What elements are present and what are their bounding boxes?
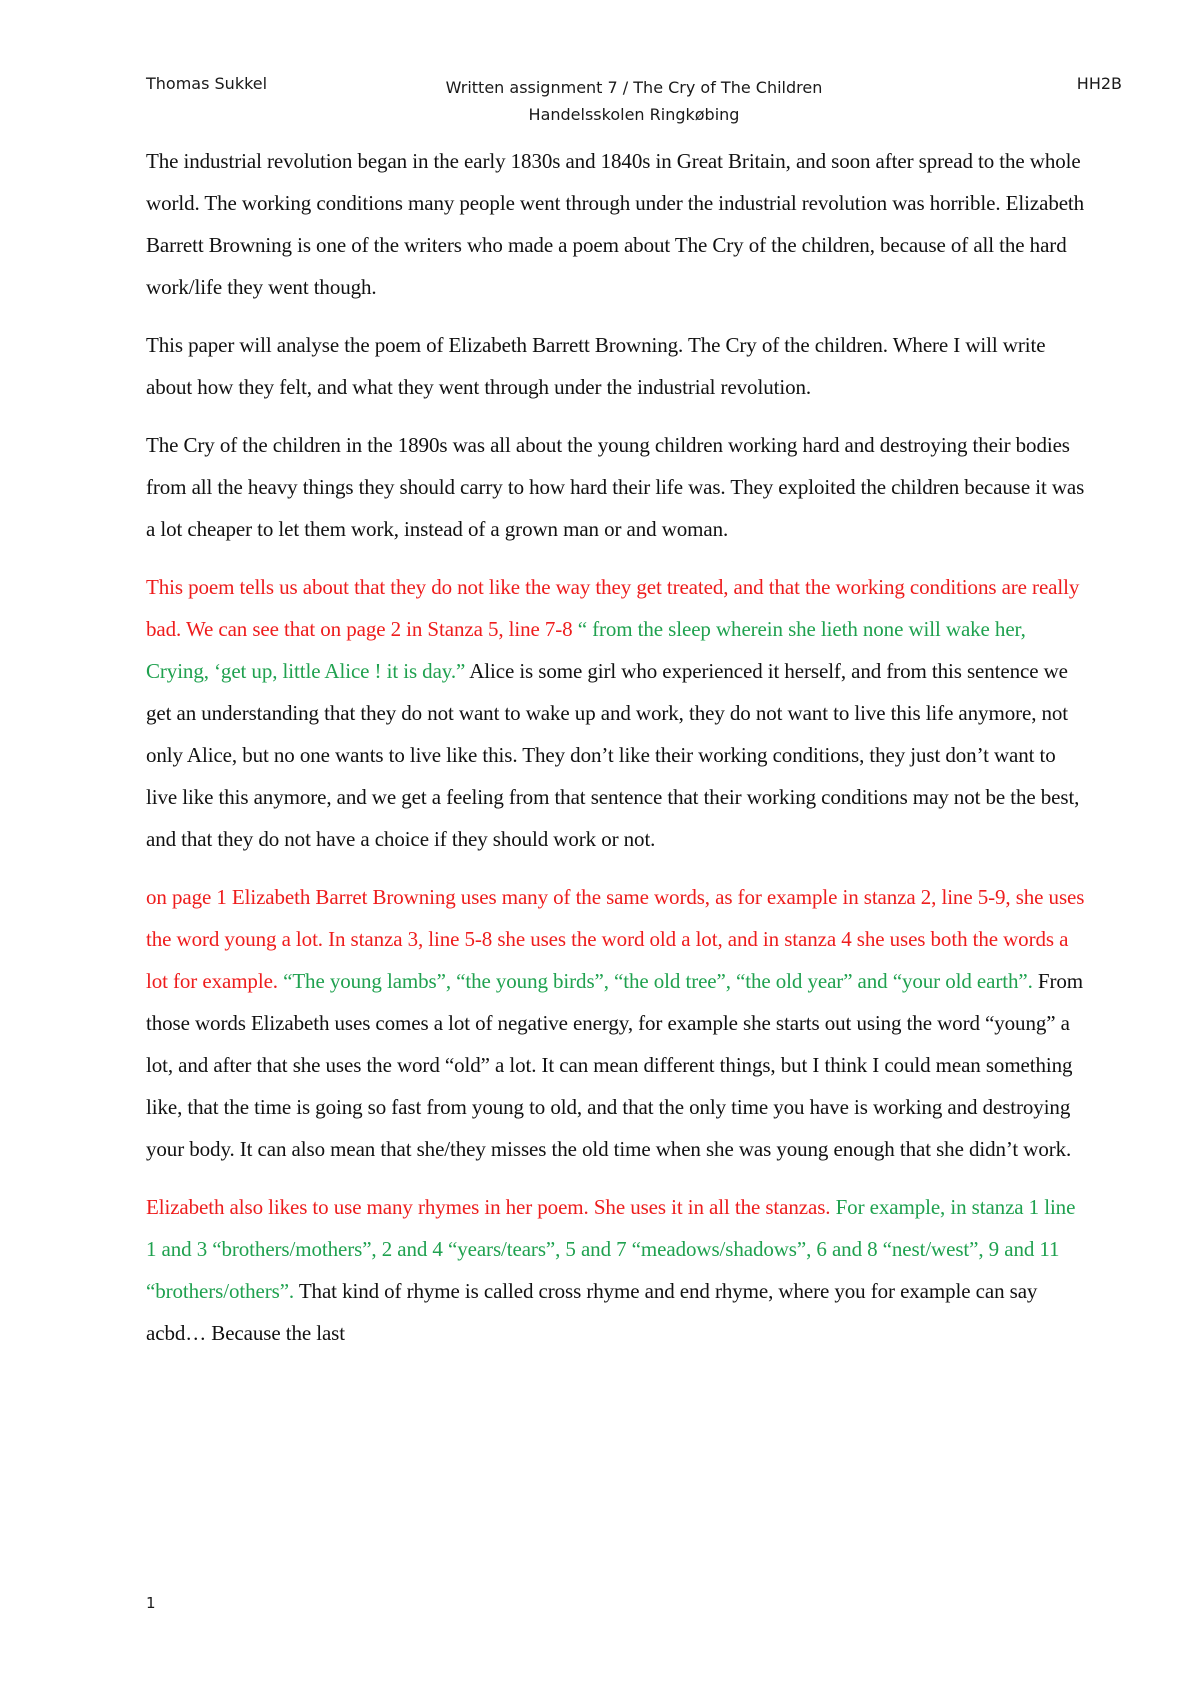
text-run: From those words Elizabeth uses comes a lot of negative energy, for example she starts out using the word “young” a lot, and after that she uses the word “old” a lot. It can mean different things, but I think I could mean something like, that the time is going so fast from young to old, and that the only time you have is working and destroying your body. It can also mean that she/they misses the old time when she was young enough that she didn’t work. — [146, 969, 1083, 1161]
text-run-red: Elizabeth also likes to use many rhymes in her poem. She uses it in all the stanzas. — [146, 1195, 831, 1219]
document-body — [146, 140, 1086, 1370]
paragraph-6 — [146, 1186, 1086, 1354]
text-run-red: on page 1 Elizabeth Barret Browning uses many of the same words, as for example in stanza 2, line 5-9, she uses the word young a lot. In stanza 3, line 5-8 she uses the word old a lot, and in stanza 4 she uses both the words a lot for example. — [146, 885, 1085, 993]
paragraph-2 — [146, 324, 1086, 408]
text-run-red: This poem tells us about that they do not like the way they get treated, and that the working conditions are really bad. We can see that on page 2 in Stanza 5, line 7-8 — [146, 575, 1080, 641]
text-run: That kind of rhyme is called cross rhyme and end rhyme, where you for example can say acbd… Because the last — [146, 1279, 1038, 1345]
header-course: HH2B — [1076, 74, 1122, 93]
text-run: Alice is some girl who experienced it herself, and from this sentence we get an understanding that they do not want to wake up and work, they do not want to live this life anymore, not only Alice, but no one wants to live like this. They don’t like their working conditions, they just don’t want to live like this anymore, and we get a feeling from that sentence that their working conditions may not be the best, and that they do not have a choice if they should work or not. — [146, 659, 1080, 851]
header-author: Thomas Sukkel — [146, 74, 268, 93]
paragraph-3 — [146, 424, 1086, 550]
text-run: The industrial revolution began in the early 1830s and 1840s in Great Britain, and soon after spread to the whole world. The working conditions many people went through under the industrial revolution was horrible. Elizabeth Barrett Browning is one of the writers who made a poem about The Cry of the children, because of all the hard work/life they went though. — [146, 149, 1085, 299]
paragraph-1 — [146, 140, 1086, 308]
header-title: Written assignment 7 / The Cry of The Children — [445, 78, 823, 97]
header-school: Handelsskolen Ringkøbing — [528, 105, 740, 124]
header-title-block — [146, 74, 1122, 128]
paragraph-5 — [146, 876, 1086, 1170]
text-run: This paper will analyse the poem of Elizabeth Barrett Browning. The Cry of the children. Where I will write about how they felt, and what they went through under the industrial revolution. — [146, 333, 1046, 399]
paragraph-4 — [146, 566, 1086, 860]
page-number: 1 — [146, 1594, 156, 1612]
text-run-green-quote: “The young lambs”, “the young birds”, “the old tree”, “the old year” and “your old earth”. — [283, 969, 1033, 993]
text-run-green-quote: For example, in stanza 1 line 1 and 3 “brothers/mothers”, 2 and 4 “years/tears”, 5 and 7 “meadows/shadows”, 6 and 8 “nest/west”, 9 and 11 “brothers/others”. — [146, 1195, 1076, 1303]
text-run: The Cry of the children in the 1890s was all about the young children working hard and destroying their bodies from all the heavy things they should carry to how hard their life was. They exploited the children because it was a lot cheaper to let them work, instead of a grown man or and woman. — [146, 433, 1085, 541]
text-run-green-quote: “ from the sleep wherein she lieth none will wake her, Crying, ‘get up, little Alice ! it is day.” — [146, 617, 1026, 683]
